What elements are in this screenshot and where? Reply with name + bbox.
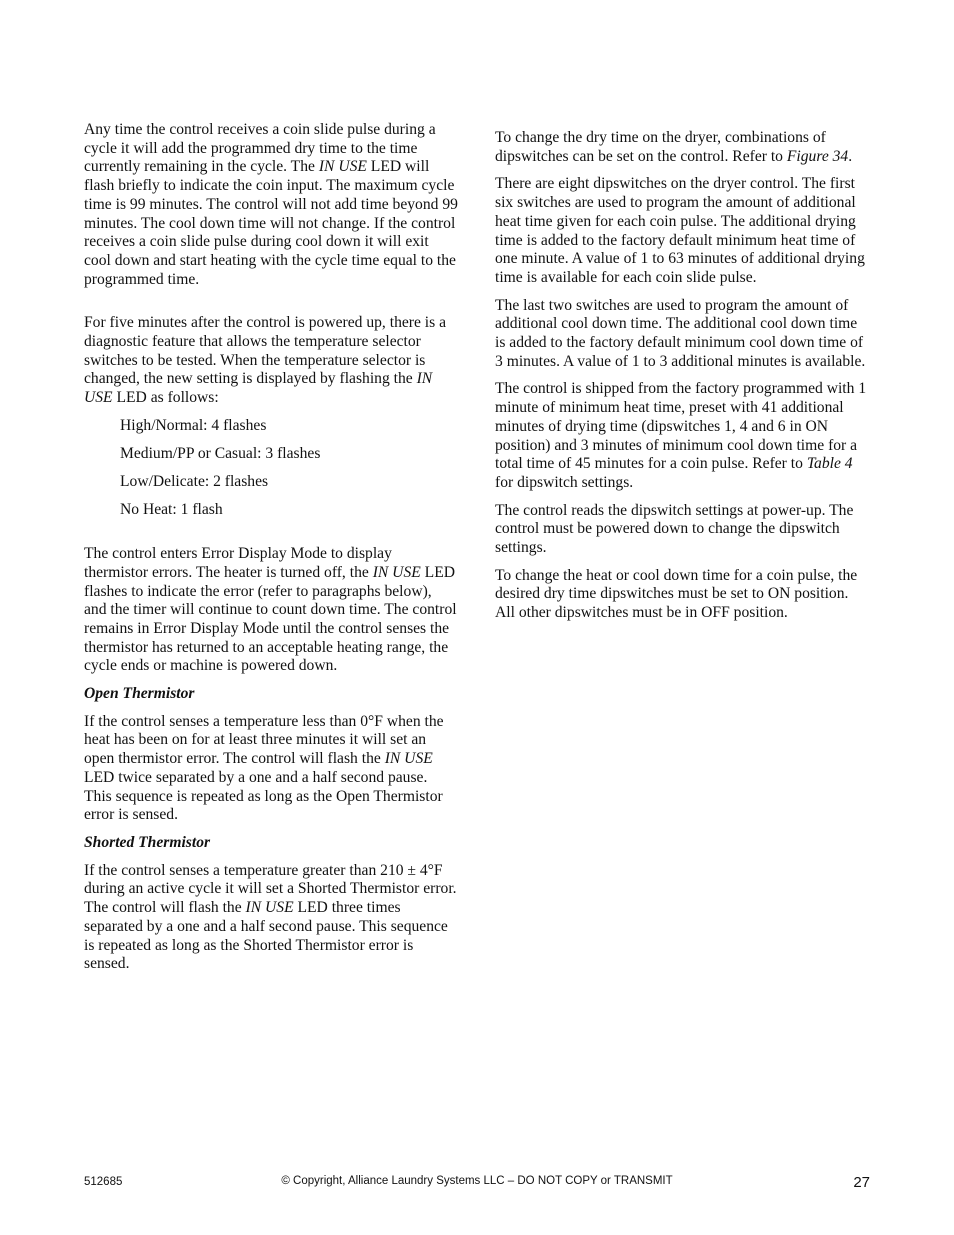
right-column <box>495 129 869 632</box>
open-thermistor-paragraph: If the control senses a temperature less than 0°F when the heat has been on for at least three minutes it will set an open thermistor error. The control will flash the IN USE LED twice separated by a one and a half second pause. This sequence is repeated as long as the Open Thermistor error is sensed. <box>84 712 444 824</box>
flash-item-high: High/Normal: 4 flashes <box>120 416 267 434</box>
power-up-paragraph: The control reads the dipswitch settings at power-up. The control must be powered down to change the dipswitch settings. <box>495 501 854 557</box>
doc-number: 512685 <box>84 1176 123 1188</box>
page-number: 27 <box>853 1174 870 1191</box>
change-dry-time-paragraph: To change the dry time on the dryer, combinations of dipswitches can be set on the control. Refer to Figure 34. <box>495 129 853 165</box>
page-footer <box>84 1174 870 1194</box>
error-mode-paragraph: The control enters Error Display Mode to display thermistor errors. The heater is turned off, the IN USE LED flashes to indicate the error (refer to paragraphs below), and the timer will continue to count down time. The control remains in Error Display Mode until the control senses the thermistor has returned to an acceptable heating range, the cycle ends or machine is powered down. <box>84 545 457 675</box>
diagnostic-paragraph: For five minutes after the control is powered up, there is a diagnostic feature that allows the temperature selector switches to be tested. When the temperature selector is changed, the new setting is displayed by flashing the IN USE LED as follows: <box>84 314 447 407</box>
coin-pulse-paragraph: Any time the control receives a coin slide pulse during a cycle it will add the programmed dry time to the time currently remaining in the cycle. The IN USE LED will flash briefly to indicate the coin input. The maximum cycle time is 99 minutes. The control will not add time beyond 99 minutes. The cool down time will not change. If the control receives a coin slide pulse during cool down it will exit cool down and start heating with the cycle time equal to the programmed time. <box>84 121 458 288</box>
flash-item-low: Low/Delicate: 2 flashes <box>120 473 269 491</box>
flash-item-noheat: No Heat: 1 flash <box>120 501 223 519</box>
cool-down-switches-paragraph: The last two switches are used to program the amount of additional cool down time. The additional cool down time is added to the factory default minimum cool down time of 3 minutes. A value of 1 to 3 additional minutes is available. <box>495 296 866 370</box>
flash-item-medium: Medium/PP or Casual: 3 flashes <box>120 445 321 463</box>
left-column <box>84 121 458 983</box>
copyright-notice: © Copyright, Alliance Laundry Systems LLC – DO NOT COPY or TRANSMIT <box>281 1175 673 1187</box>
open-thermistor-heading: Open Thermistor <box>84 685 195 703</box>
shorted-thermistor-heading: Shorted Thermistor <box>84 834 211 851</box>
factory-default-paragraph: The control is shipped from the factory programmed with 1 minute of minimum heat time, preset with 41 additional minutes of drying time (dipswitches 1, 4 and 6 in ON position) and 3 minutes of minimum cool down time for a total time of 45 minutes for a coin pulse. Refer to Table 4 for dipswitch settings. <box>495 380 867 491</box>
eight-dipswitches-paragraph: There are eight dipswitches on the dryer control. The first six switches are used to program the amount of additional heat time given for each coin pulse. The additional drying time is added to the factory default minimum heat time of one minute. A value of 1 to 63 minutes of additional drying time is available for each coin slide pulse. <box>495 175 865 286</box>
set-dipswitches-paragraph: To change the heat or cool down time for a coin pulse, the desired dry time dipswitches must be set to ON position. All other dipswitches must be in OFF position. <box>495 566 858 622</box>
shorted-thermistor-paragraph: If the control senses a temperature greater than 210 ± 4°F during an active cycle it will set a Shorted Thermistor error. The control will flash the IN USE LED three times separated by a one and a half second pause. This sequence is repeated as long as the Shorted Thermistor error is sensed. <box>84 861 457 973</box>
